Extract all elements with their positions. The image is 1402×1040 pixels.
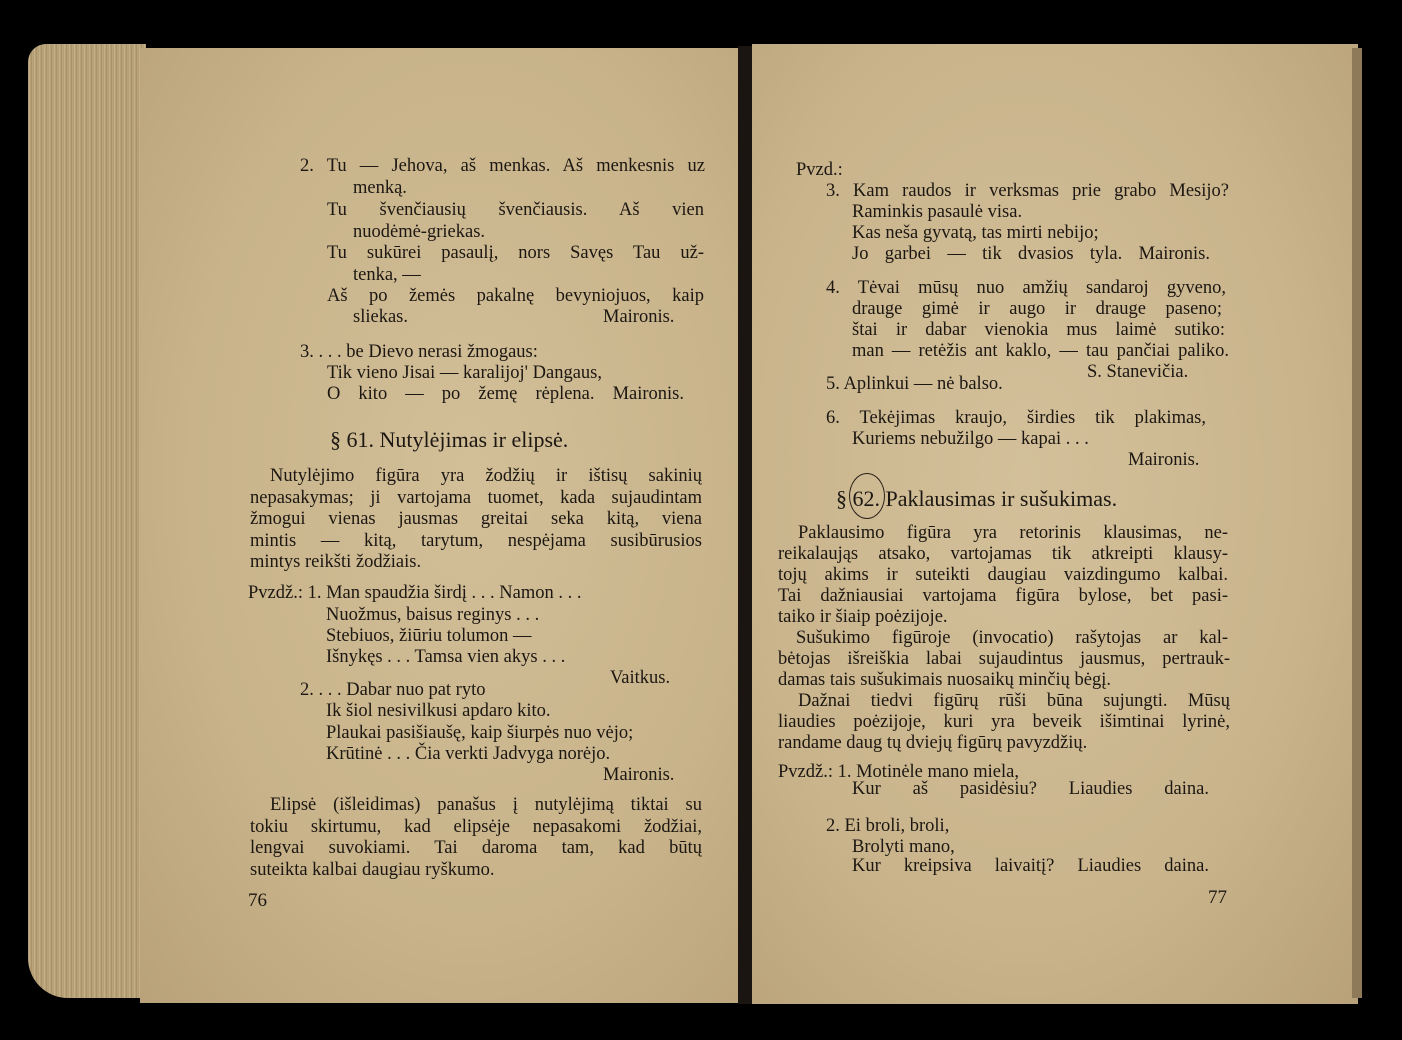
right-line-x3: 2. Ei broli, broli, — [826, 816, 950, 836]
right-line-s11: randame daug tų dviejų figūrų pavyzdžių. — [778, 733, 1088, 753]
pencil-circle-mark — [849, 473, 885, 519]
right-line-s10: liaudies poėzijoje, kuri yra beveik išimtinai lyrinė, — [778, 712, 1230, 732]
left-line-l3: Tu švenčiausių švenčiausis. Aš vien — [327, 200, 704, 220]
right-line-r6: drauge gimė ir augo ir drauge paseno; — [852, 299, 1222, 319]
right-line-r9: S. Stanevičia. — [1087, 362, 1189, 382]
right-line-r11: 6. Tekėjimas kraujo, širdies tik plakimas, — [826, 408, 1206, 428]
page-number-left: 76 — [248, 890, 267, 911]
right-line-s9: Dažnai tiedvi figūrų rūši būna sujungti. Mūsų — [798, 691, 1230, 711]
left-line-p3: žmogui vienas jausmas greitai seka kitą, viena — [250, 509, 702, 529]
left-line-q1: Elipsė (išleidimas) panašus į nutylėjimą tiktai su — [270, 795, 702, 815]
right-line-r13: Maironis. — [1128, 450, 1200, 470]
left-line-l1: 2. Tu — Jehova, aš menkas. Aš menkesnis uz — [300, 156, 705, 176]
right-line-r1: 3. Kam raudos ir verksmas prie grabo Mesijo? — [826, 181, 1229, 201]
left-line-e4: Išnykęs . . . Tamsa vien akys . . . — [326, 647, 566, 667]
right-line-s4: Tai dažniausiai vartojama figūra bylose, bet pasi- — [778, 586, 1228, 606]
left-line-l5: Tu sukūrei pasaulį, nors Savęs Tau už- — [327, 243, 704, 263]
left-line-l9: 3. . . . be Dievo nerasi žmogaus: — [300, 342, 538, 362]
right-line-r5: 4. Tėvai mūsų nuo amžių sandaroj gyveno, — [826, 278, 1226, 298]
right-line-r3: Kas neša gyvatą, tas mirti nebijo; — [852, 223, 1099, 243]
left-line-e6: 2. . . . Dabar nuo pat ryto — [300, 680, 486, 700]
right-line-r2: Raminkis pasaulė visa. — [852, 202, 1023, 222]
right-line-r4: Jo garbei — tik dvasios tyla. Maironis. — [852, 244, 1210, 264]
left-line-l8b: Maironis. — [603, 307, 675, 327]
left-line-p2: nepasakymas; ji vartojama tuomet, kada sujaudintam — [250, 488, 702, 508]
left-line-l8: sliekas. — [353, 307, 408, 327]
page-number-right: 77 — [1208, 887, 1227, 908]
right-line-r7: štai ir dabar vienokia mus laimė sutiko: — [852, 320, 1225, 340]
right-line-r12: Kuriems nebužilgo — kapai . . . — [852, 429, 1089, 449]
book-page-edges-right — [1352, 48, 1362, 998]
right-line-s5: taiko ir šiaip poėzijoje. — [778, 607, 948, 627]
left-line-l4: nuodėmė-griekas. — [353, 222, 486, 242]
left-line-l7: Aš po žemės pakalnę bevyniojuos, kaip — [327, 286, 704, 306]
left-line-l2: menką. — [353, 178, 407, 198]
right-line-s7: bėtojas išreiškia labai sujaudintus jausmus, pertrauk- — [778, 649, 1230, 669]
right-line-r8: man — retėžis ant kaklo, — tau pančiai paliko. — [852, 341, 1229, 361]
left-line-l6: tenka, — — [353, 265, 421, 285]
left-line-e3: Stebiuos, žiūriu tolumon — — [326, 626, 532, 646]
right-line-x5: Kur kreipsiva laivaitį? Liaudies daina. — [852, 856, 1209, 876]
left-line-q4: suteikta kalbai daugiau ryškumo. — [250, 860, 495, 880]
left-line-e8: Plaukai pasišiaušę, kaip šiurpės nuo vėjo; — [326, 723, 634, 743]
right-line-s6: Sušukimo figūroje (invocatio) rašytojas ar kal- — [796, 628, 1228, 648]
left-line-e5: Vaitkus. — [610, 668, 671, 688]
right-line-s3: tojų akims ir suteikti daugiau vaizdingumo kalbai. — [778, 565, 1228, 585]
left-line-q3: lengvai suvokiami. Tai daroma tam, kad būtų — [250, 838, 702, 858]
right-line-x4: Brolyti mano, — [852, 837, 955, 857]
left-line-e2: Nuožmus, baisus reginys . . . — [326, 605, 540, 625]
left-line-e1: Pvzdž.: 1. Man spaudžia širdį . . . Namon . . . — [248, 583, 582, 603]
right-line-r0: Pvzd.: — [796, 160, 843, 180]
left-line-e7: Ik šiol nesivilkusi apdaro kito. — [326, 701, 551, 721]
left-line-l10: Tik vieno Jisai — karalijoj' Dangaus, — [327, 363, 602, 383]
right-line-x1: Pvzdž.: 1. Motinėle mano miela, — [778, 762, 1019, 782]
right-line-r10: 5. Aplinkui — nė balso. — [826, 374, 1003, 394]
right-line-x2: Kur aš pasidėsiu? Liaudies daina. — [852, 779, 1209, 799]
left-line-p5: mintys reikšti žodžiais. — [250, 552, 422, 572]
right-line-s8: damas tais sušukimais nuosaikų minčių bėgį. — [778, 670, 1111, 690]
book-page-edges-left — [28, 44, 146, 998]
left-line-p1: Nutylėjimo figūra yra žodžių ir ištisų sakinių — [270, 466, 702, 486]
left-line-l11: O kito — po žemę rėplena. Maironis. — [327, 384, 684, 404]
left-line-q2: tokiu skirtumu, kad elipsėje nepasakomi žodžiai, — [250, 817, 702, 837]
left-line-e9: Krūtinė . . . Čia verkti Jadvyga norėjo. — [326, 744, 611, 764]
right-line-s1: Paklausimo figūra yra retorinis klausimas, ne- — [798, 523, 1228, 543]
section-heading-61: § 61. Nutylėjimas ir elipsė. — [330, 427, 569, 452]
left-line-e10: Maironis. — [603, 765, 675, 785]
left-line-p4: mintis — kitą, tarytum, nespėjama susibūrusios — [250, 531, 702, 551]
section-heading-62: § 62. Paklausimas ir sušukimas. — [836, 486, 1118, 511]
right-line-s2: reikalaująs atsako, vartojamas tik atkreipti klausy- — [778, 544, 1228, 564]
